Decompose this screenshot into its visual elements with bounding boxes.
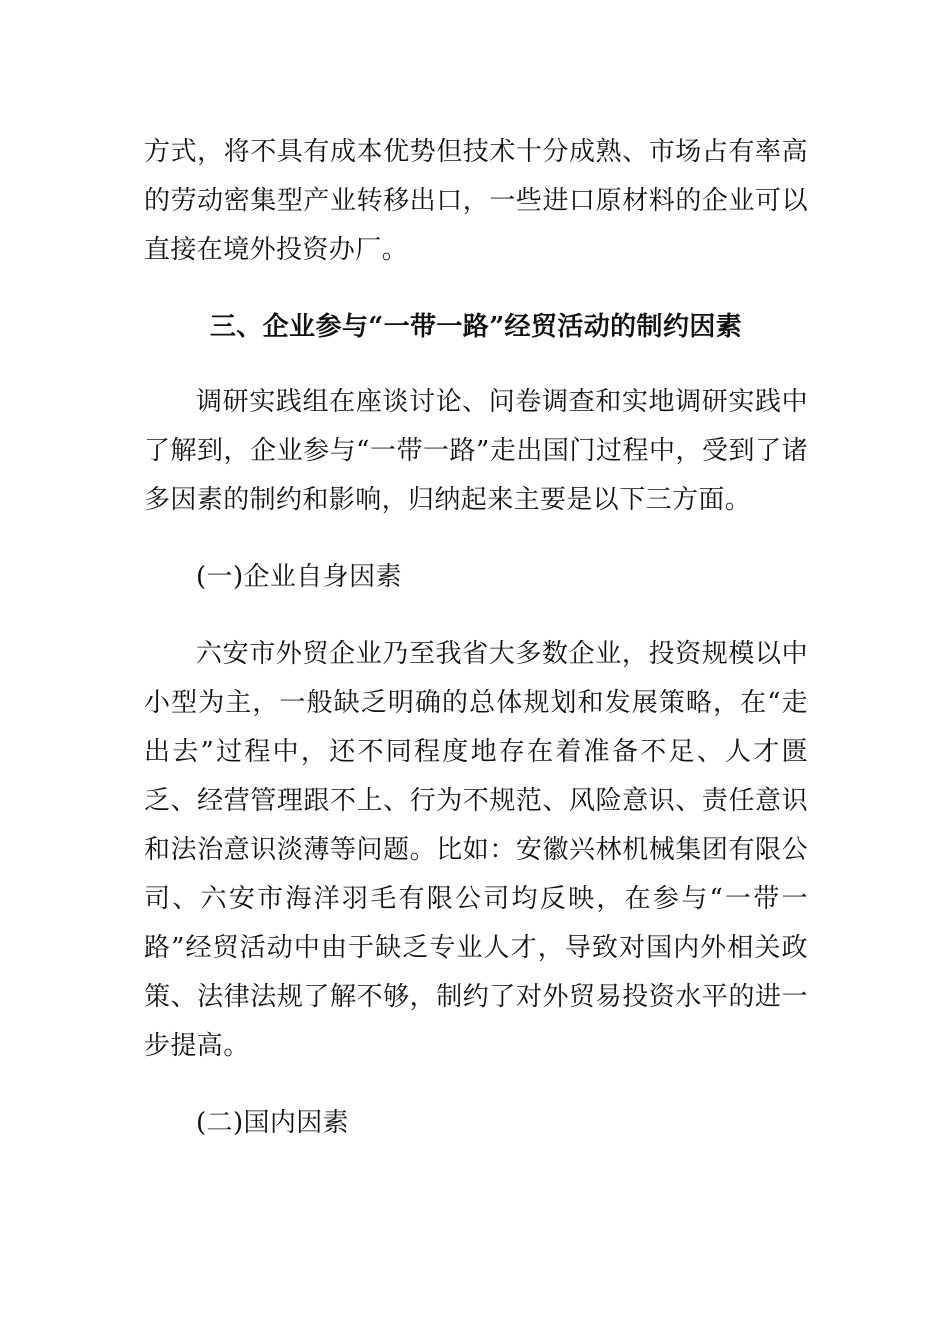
document-body xyxy=(144,128,808,1176)
intro-paragraph: 调研实践组在座谈讨论、问卷调查和实地调研实践中了解到，企业参与“一带一路”走出国门过程中，受到了诸多因素的制约和影响，归纳起来主要是以下三方面。 xyxy=(144,387,808,515)
section-heading: 三、企业参与“一带一路”经贸活动的制约因素 xyxy=(209,312,743,342)
enterprise-factors-paragraph: 六安市外贸企业乃至我省大多数企业，投资规模以中小型为主，一般缺乏明确的总体规划和发展策略，在“走出去”过程中，还不同程度地存在着准备不足、人才匮乏、经营管理跟不上、行为不规范、风险意识、责任意识和法治意识淡薄等问题。比如：安徽兴林机械集团有限公司、六安市海洋羽毛有限公司均反映，在参与“一带一路”经贸活动中由于缺乏专业人才，导致对国内外相关政策、法律法规了解不够，制约了对外贸易投资水平的进一步提高。 xyxy=(144,639,808,1061)
continuation-paragraph: 方式，将不具有成本优势但技术十分成熟、市场占有率高的劳动密集型产业转移出口，一些进口原材料的企业可以直接在境外投资办厂。 xyxy=(144,137,808,265)
subheading-enterprise-factors: (一)企业自身因素 xyxy=(196,562,402,592)
subheading-domestic-factors: (二)国内因素 xyxy=(196,1108,350,1138)
